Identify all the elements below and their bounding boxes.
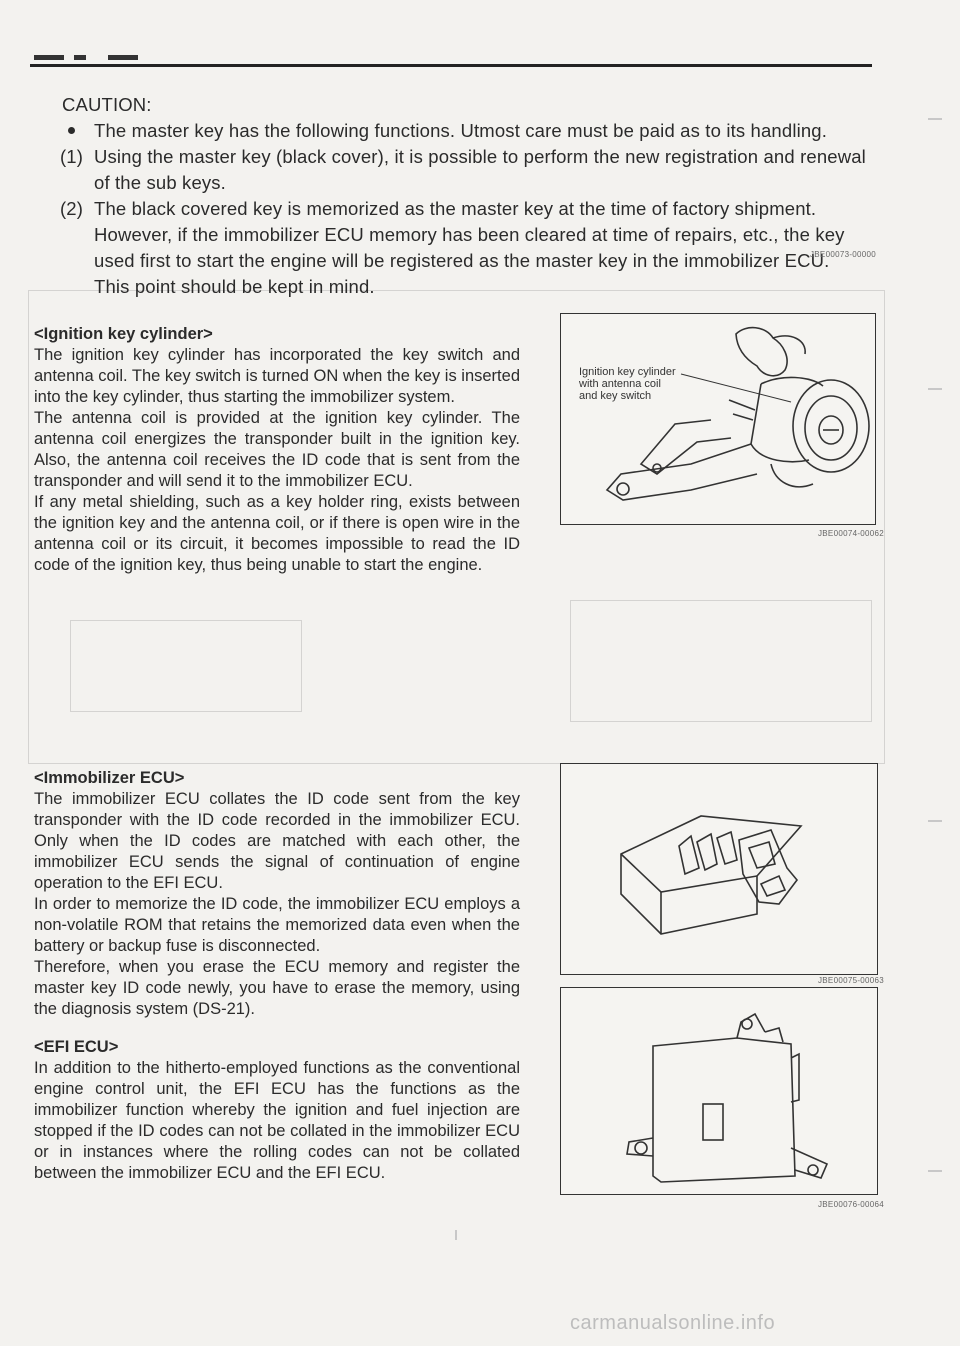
caution-item-number: (1) (60, 146, 84, 167)
caution-item-1 (62, 144, 877, 196)
efi-section (34, 1037, 520, 1184)
reference-code: JBE00074-00062 (818, 529, 885, 538)
paragraph: The antenna coil is provided at the ignition key cylinder. The antenna coil energizes the transponder built in the ignition key. Also, the antenna coil receives the ID code that is sent from the transponder and will send it to the immobilizer ECU. (34, 409, 520, 490)
paragraph: The ignition key cylinder has incorporated the key switch and antenna coil. The key switch is turned ON when the key is inserted into the key cylinder, thus starting the immobilizer system. (34, 346, 520, 406)
section-heading: <Ignition key cylinder> (34, 325, 213, 343)
margin-mark (928, 118, 942, 120)
caution-item-text: The black covered key is memorized as the master key at the time of factory shipment. However, if the immobilizer ECU memory has been cleared at time of repairs, etc., the key used first to start the engine will be registered as the master key in the immobilizer ECU. (94, 198, 845, 271)
caution-item-number: (2) (60, 198, 84, 219)
efi-ecu-figure (560, 987, 878, 1195)
reference-code: JBE00075-00063 (818, 976, 885, 985)
margin-mark (928, 820, 942, 822)
header-rule (30, 64, 872, 67)
paragraph: In addition to the hitherto-employed functions as the conventional engine control unit, the EFI ECU has the functions as the immobilizer function whereby the ignition and fuel injection are stopped if the ID codes can not be collated in the immobilizer ECU or in instances where the rolling codes can not be collated between the immobilizer ECU and the EFI ECU. (34, 1059, 520, 1182)
margin-mark (928, 388, 942, 390)
figure-callout (579, 366, 676, 402)
callout-line: with antenna coil (579, 378, 661, 390)
ignition-key-cylinder-figure (560, 313, 876, 525)
section-heading: <EFI ECU> (34, 1038, 119, 1056)
bleed-through-shadow (570, 600, 872, 722)
caution-block (62, 92, 877, 300)
paragraph: The immobilizer ECU collates the ID code sent from the key transponder with the ID code recorded in the immobilizer ECU. Only when the ID codes are matched with each other, the immobilizer ECU sends the signal of continuation of engine operation to the EFI ECU. (34, 790, 520, 892)
watermark: carmanualsonline.info (570, 1312, 776, 1334)
paragraph: Therefore, when you erase the ECU memory and register the master key ID code newly, you have to erase the memory, using the diagnosis system (DS-21). (34, 958, 520, 1018)
paragraph: In order to memorize the ID code, the immobilizer ECU employs a non-volatile ROM that retains the memorized data even when the battery or backup fuse is disconnected. (34, 895, 520, 955)
ignition-key-cylinder-illustration (561, 314, 875, 524)
caution-item-2 (62, 196, 877, 274)
section-heading: <Immobilizer ECU> (34, 769, 185, 787)
reference-code: JBE00076-00064 (818, 1200, 885, 1209)
caution-bullet-text: The master key has the following functions. Utmost care must be paid as to its handling. (94, 120, 828, 141)
immobilizer-section (34, 768, 520, 1020)
immobilizer-ecu-figure (560, 763, 878, 975)
caution-note (62, 274, 877, 300)
margin-mark (455, 1230, 457, 1240)
caution-note-text: This point should be kept in mind. (94, 276, 375, 297)
ignition-section (34, 324, 520, 576)
caution-bullet (62, 118, 877, 144)
reference-code: JBE00073-00000 (810, 250, 877, 259)
bullet-dot-icon (68, 127, 75, 134)
efi-ecu-illustration (561, 988, 877, 1194)
immobilizer-ecu-illustration (561, 764, 877, 974)
caution-title: CAUTION: (62, 94, 152, 115)
page-code-header (30, 48, 140, 60)
margin-mark (928, 1170, 942, 1172)
caution-item-text: Using the master key (black cover), it is possible to perform the new registration and renewal of the sub keys. (94, 146, 866, 193)
bleed-through-shadow (70, 620, 302, 712)
paragraph: If any metal shielding, such as a key holder ring, exists between the ignition key and the antenna coil, or if there is open wire in the antenna coil or its circuit, it becomes impossible to read the ID code of the ignition key, thus being unable to start the engine. (34, 493, 520, 574)
callout-line: Ignition key cylinder (579, 366, 676, 378)
callout-line: and key switch (579, 390, 652, 402)
